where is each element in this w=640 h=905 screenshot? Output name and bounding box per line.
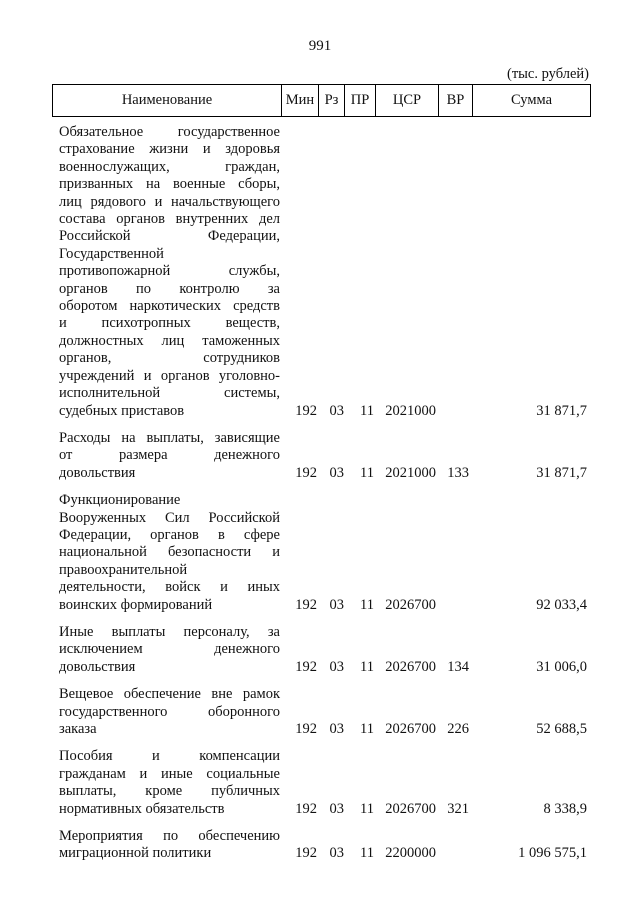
row-rz: 03 — [329, 596, 344, 613]
row-pr: 11 — [360, 464, 374, 481]
row-name-line: Государственной — [59, 245, 164, 262]
row-min: 192 — [295, 402, 317, 419]
row-name-line: органов, сотрудников — [59, 350, 280, 367]
row-name-line: заказа — [59, 721, 97, 737]
row-min: 192 — [295, 800, 317, 817]
row-name-line: судебных приставов — [59, 402, 185, 419]
row-name — [59, 748, 282, 818]
row-name-line: довольствия — [59, 658, 136, 675]
row-rz: 03 — [329, 800, 344, 817]
row-name-line: противопожарной службы, — [59, 263, 280, 280]
row-min: 192 — [295, 658, 317, 675]
row-name-line: Российской Федерации, — [59, 228, 280, 245]
row-name-line: оборотом наркотических средств — [59, 298, 280, 315]
row-name-line: Расходы на выплаты, зависящие — [59, 429, 280, 446]
units-label: (тыс. рублей) — [507, 66, 589, 82]
row-pr: 11 — [360, 596, 374, 613]
row-pr: 11 — [360, 658, 374, 675]
row-name-line: довольствия — [59, 464, 136, 481]
row-csr: 2026700 — [385, 596, 436, 613]
table-row — [59, 492, 591, 614]
row-sum: 31 871,7 — [536, 402, 587, 419]
row-name-line: учреждений и органов уголовно- — [59, 367, 280, 384]
header-csr: ЦСР — [375, 85, 438, 116]
row-name-line: Вещевое обеспечение вне рамок — [59, 686, 280, 703]
row-pr: 11 — [360, 402, 374, 419]
header-min: Мин — [281, 85, 318, 116]
row-name-line: исключением денежного — [59, 641, 280, 658]
table-row — [59, 430, 591, 482]
row-name-line: страхование жизни и здоровья — [59, 141, 280, 158]
row-name-line: Обязательное государственное — [59, 124, 280, 140]
header-sum: Сумма — [472, 85, 590, 116]
row-pr: 11 — [360, 800, 374, 817]
row-name — [59, 624, 282, 676]
row-name-line: органов по контролю за — [59, 280, 280, 297]
row-name-line: военнослужащих, граждан, — [59, 158, 280, 175]
table-body — [59, 124, 591, 873]
row-min: 192 — [295, 845, 317, 862]
row-vr: 226 — [447, 721, 469, 737]
row-name — [59, 686, 282, 738]
row-min: 192 — [295, 721, 317, 737]
table-row — [59, 686, 591, 738]
row-name — [59, 124, 282, 420]
row-name-line: государственного оборонного — [59, 703, 280, 720]
table-row — [59, 124, 591, 420]
row-name-line: Иные выплаты персоналу, за — [59, 623, 280, 640]
row-rz: 03 — [329, 402, 344, 419]
row-name-line: призванных на военные сборы, — [59, 176, 280, 193]
row-name-line: воинских формирований — [59, 596, 213, 613]
row-name-line: состава органов внутренних дел — [59, 211, 280, 228]
row-rz: 03 — [329, 658, 344, 675]
row-csr: 2200000 — [385, 845, 436, 862]
row-csr: 2026700 — [385, 800, 436, 817]
row-csr: 2021000 — [385, 402, 436, 419]
row-csr: 2026700 — [385, 721, 436, 737]
header-rz: Рз — [318, 85, 344, 116]
table-row — [59, 624, 591, 676]
row-sum: 92 033,4 — [536, 596, 587, 613]
row-rz: 03 — [329, 845, 344, 862]
row-name-line: деятельности, войск и иных — [59, 579, 280, 596]
row-name-line: от размера денежного — [59, 447, 280, 464]
row-pr: 11 — [360, 845, 374, 862]
row-min: 192 — [295, 596, 317, 613]
row-name-line: исполнительной системы, — [59, 385, 280, 402]
row-csr: 2021000 — [385, 464, 436, 481]
row-name — [59, 430, 282, 482]
row-vr: 133 — [447, 464, 469, 481]
row-sum: 8 338,9 — [543, 800, 587, 817]
table-row — [59, 748, 591, 818]
row-name-line: лиц рядового и начальствующего — [59, 193, 280, 210]
row-name — [59, 828, 282, 863]
row-name-line: Пособия и компенсации — [59, 748, 280, 765]
table-row — [59, 828, 591, 863]
row-name-line: национальной безопасности и — [59, 544, 280, 561]
row-rz: 03 — [329, 464, 344, 481]
row-pr: 11 — [360, 721, 374, 737]
header-name: Наименование — [121, 92, 213, 108]
header-vr: ВР — [438, 85, 472, 116]
row-name-line: должностных лиц таможенных — [59, 332, 280, 349]
row-vr: 321 — [447, 800, 469, 817]
row-name-line: выплаты, кроме публичных — [59, 783, 280, 800]
row-name-line: Функционирование — [59, 492, 181, 509]
row-name-line: Вооруженных Сил Российской — [59, 509, 280, 526]
row-name-line: миграционной политики — [59, 845, 212, 862]
row-name-line: гражданам и иные социальные — [59, 765, 280, 782]
row-rz: 03 — [329, 721, 344, 737]
row-name-line: Мероприятия по обеспечению — [59, 828, 280, 845]
row-sum: 1 096 575,1 — [518, 845, 587, 862]
row-min: 192 — [295, 464, 317, 481]
table-header — [52, 84, 591, 117]
header-pr: ПР — [344, 85, 375, 116]
row-sum: 31 871,7 — [536, 464, 587, 481]
row-vr: 134 — [447, 658, 469, 675]
row-csr: 2026700 — [385, 658, 436, 675]
row-name-line: Федерации, органов в сфере — [59, 526, 280, 543]
row-sum: 31 006,0 — [536, 658, 587, 675]
row-name-line: правоохранительной — [59, 561, 188, 578]
row-name-line: нормативных обязательств — [59, 800, 225, 817]
row-name-line: и психотропных веществ, — [59, 315, 280, 332]
row-name — [59, 492, 282, 614]
page-number: 991 — [308, 38, 332, 54]
row-sum: 52 688,5 — [536, 721, 587, 737]
